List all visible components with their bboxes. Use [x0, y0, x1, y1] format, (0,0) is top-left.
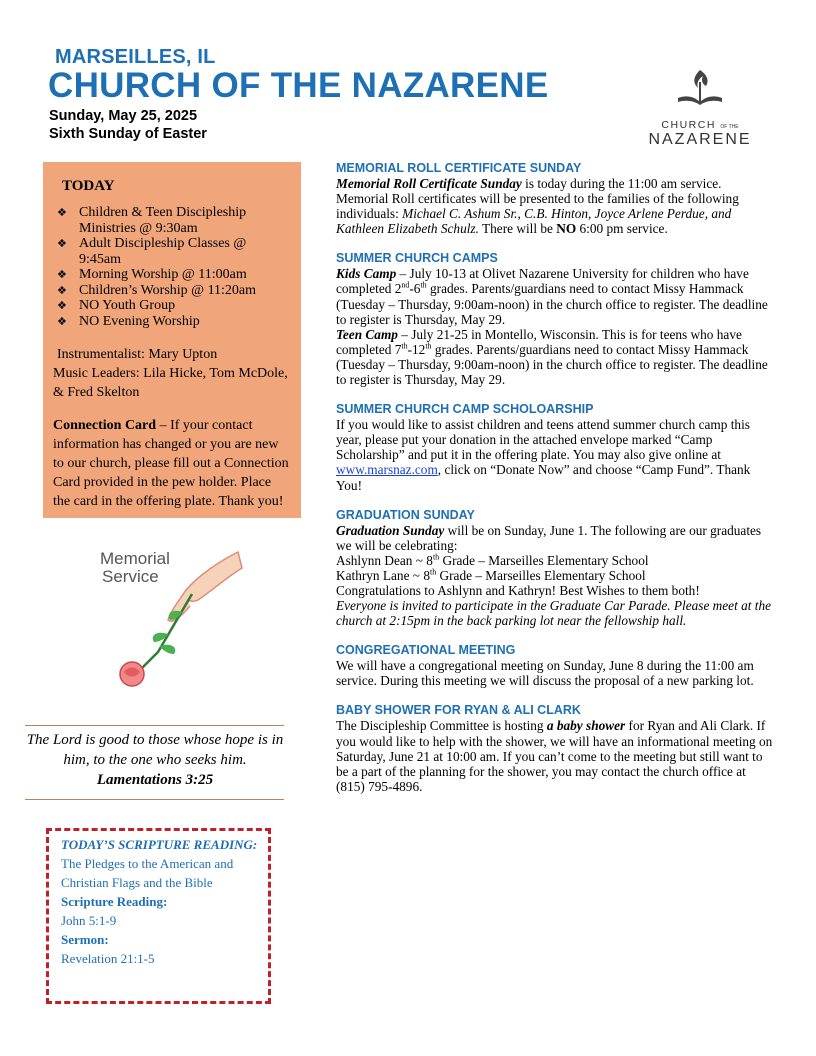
- verse-divider-bottom: [25, 799, 284, 800]
- logo-text-church: CHURCH OF THE: [661, 119, 739, 131]
- website-link[interactable]: www.marsnaz.com: [336, 462, 438, 478]
- church-logo: [640, 68, 760, 149]
- verse-reference: Lamentations 3:25: [96, 772, 214, 788]
- kids-camp-text: Kids Camp – July 10-13 at Olivet Nazarene University for children who have completed 2nd-6th grades. Parents/guardians need to contact Missy Hammack (Tuesday – Thursday, 9:00am-noon) in the church office to register. The deadline to register is Thursday, May 29.: [336, 266, 768, 327]
- section-body: Memorial Roll Certificate Sunday is today during the 11:00 am service. Memorial Roll certificates will be presented to the families of the following individuals: Michael C. Ashum Sr., C.B. Hinton, Joyce Arlene Perdue, and Kathleen Elizabeth Schulz. There will be NO 6:00 pm service.: [336, 176, 739, 237]
- sermon-reference: Revelation 21:1-5: [61, 951, 155, 966]
- diamond-bullet-icon: ❖: [57, 299, 67, 312]
- list-item: ❖ NO Evening Worship: [57, 313, 200, 329]
- scripture-box-title: TODAY’S SCRIPTURE READING:: [61, 837, 258, 852]
- verse-divider-top: [25, 725, 284, 726]
- teen-camp-text: Teen Camp – July 21-25 in Montello, Wisconsin. This is for teens who have completed 7th-12th grades. Parents/guardians need to contact Missy Hammack (Tuesday – Thursday, 9:00am-noon) in the church office to register. The deadline to register is Thursday, May 29.: [336, 326, 768, 388]
- logo-text-nazarene: NAZARENE: [648, 131, 752, 148]
- section-heading: CONGREGATIONAL MEETING: [336, 643, 516, 658]
- list-item: ❖ NO Youth Group: [57, 298, 176, 313]
- service-date-block: [49, 107, 207, 143]
- list-item: ❖ Adult Discipleship Classes @ 9:45am: [57, 236, 247, 267]
- congregational-meeting-section: [336, 642, 776, 688]
- congratulations: Congratulations to Ashlynn and Kathryn! Best Wishes to them both!: [336, 582, 700, 598]
- connection-card-title: Connection Card: [53, 418, 157, 433]
- summer-camps-section: [336, 250, 776, 387]
- memorial-image-line1: Memorial: [100, 549, 170, 568]
- scripture-reading-label: Scripture Reading:: [61, 894, 168, 909]
- church-name-heading: CHURCH OF THE NAZARENE: [48, 66, 549, 105]
- graduate-2: Kathryn Lane ~ 8th Grade – Marseilles Elementary School: [336, 567, 646, 583]
- memorial-service-image: [98, 542, 248, 692]
- diamond-bullet-icon: ❖: [57, 206, 67, 219]
- section-heading: MEMORIAL ROLL CERTIFICATE SUNDAY: [336, 161, 582, 175]
- today-box: [43, 162, 301, 518]
- service-date: Sunday, May 25, 2025: [49, 108, 198, 124]
- memorial-roll-section: [336, 160, 776, 236]
- scripture-verse: [26, 730, 284, 790]
- memorial-image-line2: Service: [102, 567, 159, 586]
- connection-card-note: Connection Card – If your contact information has changed or you are new to our church, please fill out a Connection Card provided in the pew holder. Place the card in the offering plate. Thank you!: [53, 418, 289, 509]
- today-schedule-list: [53, 205, 291, 329]
- camp-scholarship-section: [336, 401, 776, 492]
- section-heading: SUMMER CHURCH CAMP SCHOLOARSHIP: [336, 402, 594, 417]
- scripture-reading: John 5:1-9: [61, 913, 117, 928]
- section-body: If you would like to assist children and teens attend summer church camp this year, please put your donation in the attached envelope marked “Camp Scholarship” and put it in the offering plate. You may also give online at www.marsnaz.com, click on “Donate Now” and choose “Camp Fund”. Thank You!: [336, 417, 751, 493]
- today-title: TODAY: [62, 178, 115, 194]
- section-body: Graduation Sunday will be on Sunday, June 1. The following are our graduates we will be celebrating:: [336, 522, 762, 553]
- diamond-bullet-icon: ❖: [57, 283, 67, 297]
- announcements-column: [336, 160, 776, 808]
- verse-text: The Lord is good to those whose hope is in him, to the one who seeks him.: [26, 732, 284, 768]
- todays-scripture-box: [46, 828, 271, 1004]
- diamond-bullet-icon: ❖: [57, 237, 67, 250]
- list-item: ❖ Children & Teen Discipleship Ministries @ 9:30am: [57, 205, 247, 236]
- city-heading: MARSEILLES, IL: [55, 46, 216, 68]
- section-heading: SUMMER CHURCH CAMPS: [336, 251, 498, 266]
- music-leaders-block: [53, 345, 291, 402]
- section-heading: BABY SHOWER FOR RYAN & ALI CLARK: [336, 703, 581, 718]
- section-body: The Discipleship Committee is hosting a baby shower for Ryan and Ali Clark. If you would like to help with the shower, we will have an informational meeting on Saturday, June 21 at 10:00 am. If you can’t come to the meeting but still want to be a part of the planning for the shower, you may contact the church office at (815) 795-4896.: [336, 718, 773, 794]
- sermon-label: Sermon:: [61, 932, 109, 947]
- music-leaders: Music Leaders: Lila Hicke, Tom McDole, & Fred Skelton: [53, 366, 288, 400]
- list-item: ❖ Children’s Worship @ 11:20am: [57, 282, 257, 298]
- diamond-bullet-icon: ❖: [57, 268, 67, 281]
- section-heading: GRADUATION SUNDAY: [336, 507, 475, 522]
- baby-shower-section: [336, 702, 776, 793]
- graduate-1: Ashlynn Dean ~ 8th Grade – Marseilles Elementary School: [336, 552, 649, 568]
- instrumentalist: Instrumentalist: Mary Upton: [57, 347, 218, 362]
- flame-cross-icon: [670, 68, 730, 110]
- list-item: ❖ Morning Worship @ 11:00am: [57, 267, 247, 282]
- section-body: We will have a congregational meeting on Sunday, June 8 during the 11:00 am service. During this meeting we will discuss the proposal of a new parking lot.: [336, 658, 754, 689]
- service-occasion: Sixth Sunday of Easter: [49, 126, 207, 142]
- diamond-bullet-icon: ❖: [57, 314, 67, 328]
- graduation-section: [336, 507, 776, 629]
- car-parade-note: Everyone is invited to participate in the Graduate Car Parade. Please meet at the church at 2:15pm in the back parking lot near the fellowship hall.: [336, 598, 772, 629]
- pledges-text: The Pledges to the American and Christian Flags and the Bible: [61, 856, 234, 890]
